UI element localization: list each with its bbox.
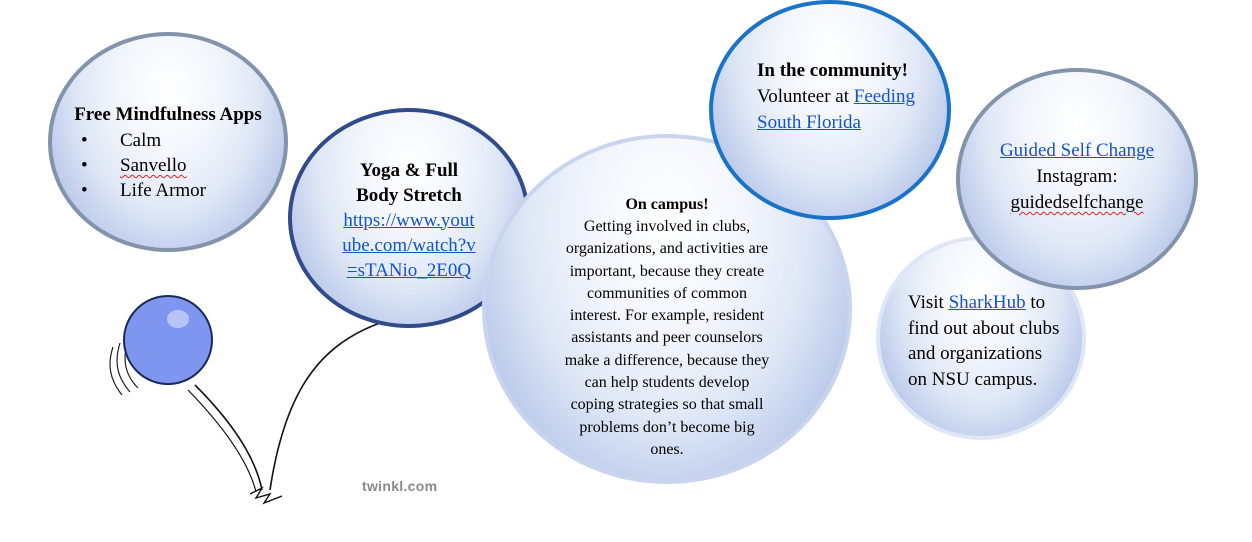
- campus-body: [565, 216, 769, 461]
- list-item: • Life Armor: [68, 178, 268, 203]
- list-item: • Calm: [68, 128, 268, 153]
- sharkhub-link[interactable]: SharkHub: [948, 292, 1026, 313]
- guided-self-change-link[interactable]: Guided Self Change: [999, 140, 1155, 161]
- campus-line: important, because they create: [569, 262, 765, 280]
- mindfulness-apps-list: [68, 128, 268, 203]
- instagram-handle: [1011, 190, 1144, 216]
- feeding-south-florida-link[interactable]: Feeding: [853, 86, 915, 107]
- sharkhub-line2: find out about clubs: [908, 317, 1060, 339]
- campus-line: ones.: [650, 440, 684, 458]
- mindfulness-apps-title: Free Mindfulness Apps: [74, 104, 262, 125]
- yoga-video-link[interactable]: https://www.yout: [343, 209, 475, 231]
- twinkl-watermark: twinkl.com: [362, 478, 438, 494]
- sharkhub-prefix: Visit: [908, 292, 949, 313]
- feeding-south-florida-link[interactable]: South Florida: [757, 112, 861, 133]
- ball-motion-line: [110, 347, 122, 395]
- campus-line: organizations, and activities are: [565, 240, 769, 258]
- campus-line: can help students develop: [584, 374, 750, 392]
- ball-string-right: [188, 390, 256, 492]
- guided-self-change-bubble: [956, 68, 1198, 290]
- sharkhub-line4: on NSU campus.: [908, 368, 1038, 390]
- campus-title: On campus!: [625, 196, 709, 213]
- sharkhub-line3: and organizations: [908, 343, 1043, 364]
- sharkhub-line1: [908, 290, 1045, 316]
- instagram-handle-text: guidedselfchange: [1010, 192, 1144, 213]
- yoga-video-link[interactable]: ube.com/watch?v: [342, 234, 476, 256]
- community-bubble: [709, 0, 951, 220]
- instagram-label: Instagram:: [1036, 166, 1118, 187]
- yoga-title-line2: Body Stretch: [356, 184, 462, 206]
- list-item: [68, 153, 268, 178]
- campus-line: communities of common: [587, 284, 747, 302]
- ball: [124, 296, 212, 384]
- yoga-video-link[interactable]: =sTANio_2E0Q: [346, 259, 472, 281]
- campus-line: interest. For example, resident: [569, 307, 765, 325]
- community-prefix: Volunteer at: [757, 86, 854, 107]
- yoga-balloon-string: [270, 323, 380, 490]
- ball-highlight: [167, 310, 189, 328]
- campus-line: Getting involved in clubs,: [583, 218, 751, 235]
- mindfulness-apps-bubble: [48, 32, 288, 252]
- campus-line: coping strategies so that small: [570, 396, 764, 414]
- string-knot: [250, 488, 282, 503]
- campus-line: problems don’t become big: [579, 418, 755, 436]
- list-item-text: Sanvello: [120, 155, 187, 176]
- community-title: In the community!: [757, 60, 908, 81]
- campus-line: assistants and peer counselors: [571, 329, 763, 347]
- sharkhub-suffix: to: [1025, 292, 1046, 313]
- community-volunteer-text: [757, 84, 915, 110]
- campus-line: make a difference, because they: [564, 351, 770, 369]
- yoga-title-line1: Yoga & Full: [359, 159, 459, 181]
